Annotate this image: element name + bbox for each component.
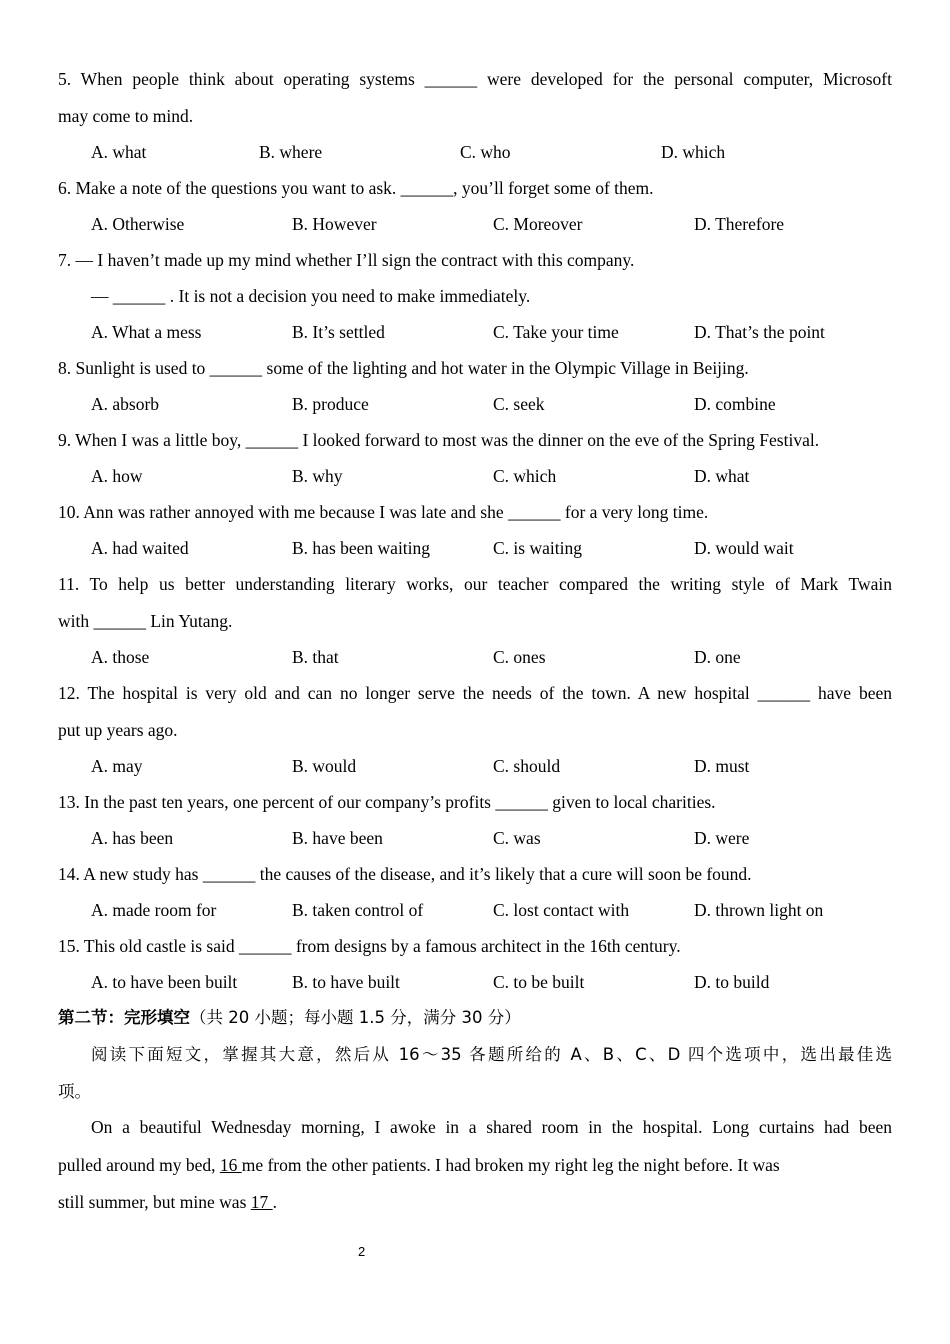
section-2-instruction-line-2: 项。 xyxy=(58,1082,91,1101)
section-2-heading xyxy=(58,1006,892,1030)
question-7-options xyxy=(0,320,950,344)
option-a[interactable]: A. those xyxy=(91,647,150,667)
option-b[interactable]: B. has been waiting xyxy=(292,538,431,558)
option-d[interactable]: D. which xyxy=(661,142,726,162)
option-a[interactable]: A. to have been built xyxy=(91,972,238,992)
question-11-line-1: 11. To help us better understanding literary works, our teacher compared the writing style of Mark Twain xyxy=(58,574,892,594)
option-a[interactable]: A. Otherwise xyxy=(91,214,185,234)
option-c[interactable]: C. who xyxy=(460,142,511,162)
question-11-line-2: with ______ Lin Yutang. xyxy=(58,611,233,631)
question-5-line-2: may come to mind. xyxy=(58,106,194,126)
question-9-options xyxy=(0,464,950,488)
question-12-line-1: 12. The hospital is very old and can no longer serve the needs of the town. A new hospital ______ have been xyxy=(58,683,892,703)
option-b[interactable]: B. have been xyxy=(292,828,383,848)
question-15-line-1: 15. This old castle is said ______ from designs by a famous architect in the 16th century. xyxy=(58,936,681,956)
option-d[interactable]: D. would wait xyxy=(694,538,794,558)
question-12-options xyxy=(0,754,950,778)
question-15-options xyxy=(0,970,950,994)
passage-line-3 xyxy=(58,1190,892,1214)
option-d[interactable]: D. must xyxy=(694,756,750,776)
section-2-title: 第二节：完形填空 xyxy=(58,1008,190,1027)
option-c[interactable]: C. ones xyxy=(493,647,546,667)
option-b[interactable]: B. to have built xyxy=(292,972,400,992)
passage-text: still summer, but mine was xyxy=(58,1192,247,1212)
question-14-options xyxy=(0,898,950,922)
option-d[interactable]: D. Therefore xyxy=(694,214,785,234)
option-c[interactable]: C. Moreover xyxy=(493,214,583,234)
option-d[interactable]: D. one xyxy=(694,647,741,667)
question-11-options xyxy=(0,645,950,669)
question-12-line-2: put up years ago. xyxy=(58,720,178,740)
option-a[interactable]: A. what xyxy=(91,142,147,162)
option-b[interactable]: B. that xyxy=(292,647,339,667)
question-13-line-1: 13. In the past ten years, one percent of our company’s profits ______ given to local charities. xyxy=(58,792,716,812)
blank-17[interactable]: 17 xyxy=(250,1192,273,1212)
option-a[interactable]: A. What a mess xyxy=(91,322,202,342)
passage-line-2 xyxy=(58,1153,892,1177)
option-a[interactable]: A. has been xyxy=(91,828,174,848)
question-5-options xyxy=(0,140,950,164)
option-a[interactable]: A. absorb xyxy=(91,394,160,414)
section-2-instruction-line-1: 阅读下面短文，掌握其大意，然后从 16～35 各题所给的 A、B、C、D 四个选项中，选出最佳选 xyxy=(91,1045,892,1064)
blank-16[interactable]: 16 xyxy=(219,1155,242,1175)
option-c[interactable]: C. to be built xyxy=(493,972,585,992)
option-d[interactable]: D. were xyxy=(694,828,750,848)
option-c[interactable]: C. is waiting xyxy=(493,538,582,558)
option-b[interactable]: B. would xyxy=(292,756,357,776)
passage-text: pulled around my bed, xyxy=(58,1155,216,1175)
option-c[interactable]: C. should xyxy=(493,756,561,776)
passage-text: me from the other patients. I had broken my right leg the night before. It was xyxy=(241,1155,780,1175)
option-a[interactable]: A. had waited xyxy=(91,538,189,558)
option-b[interactable]: B. taken control of xyxy=(292,900,424,920)
passage-text: . xyxy=(272,1192,278,1212)
question-7-line-1: 7. — I haven’t made up my mind whether I’ll sign the contract with this company. xyxy=(58,250,635,270)
option-d[interactable]: D. That’s the point xyxy=(694,322,825,342)
page-number: 2 xyxy=(358,1244,366,1259)
question-9-line-1: 9. When I was a little boy, ______ I looked forward to most was the dinner on the eve of the Spring Festival. xyxy=(58,430,820,450)
question-5-line-1: 5. When people think about operating systems ______ were developed for the personal computer, Microsoft xyxy=(58,69,892,89)
question-10-line-1: 10. Ann was rather annoyed with me because I was late and she ______ for a very long time. xyxy=(58,502,709,522)
question-8-line-1: 8. Sunlight is used to ______ some of the lighting and hot water in the Olympic Village in Beijing. xyxy=(58,358,749,378)
question-10-options xyxy=(0,536,950,560)
question-14-line-1: 14. A new study has ______ the causes of the disease, and it’s likely that a cure will soon be found. xyxy=(58,864,752,884)
question-13-options xyxy=(0,826,950,850)
option-b[interactable]: B. produce xyxy=(292,394,369,414)
option-b[interactable]: B. However xyxy=(292,214,377,234)
question-6-line-1: 6. Make a note of the questions you want to ask. ______, you’ll forget some of them. xyxy=(58,178,654,198)
question-7-line-2: — ______ . It is not a decision you need to make immediately. xyxy=(91,286,531,306)
option-d[interactable]: D. to build xyxy=(694,972,770,992)
option-d[interactable]: D. what xyxy=(694,466,750,486)
option-a[interactable]: A. how xyxy=(91,466,143,486)
option-b[interactable]: B. where xyxy=(259,142,323,162)
passage-line-1: On a beautiful Wednesday morning, I awoke in a shared room in the hospital. Long curtains had been xyxy=(91,1117,892,1137)
section-2-scoring: （共 20 小题；每小题 1.5 分，满分 30 分） xyxy=(190,1008,521,1027)
option-c[interactable]: C. was xyxy=(493,828,541,848)
option-c[interactable]: C. lost contact with xyxy=(493,900,630,920)
option-d[interactable]: D. thrown light on xyxy=(694,900,824,920)
question-6-options xyxy=(0,212,950,236)
option-c[interactable]: C. Take your time xyxy=(493,322,619,342)
option-a[interactable]: A. made room for xyxy=(91,900,217,920)
option-a[interactable]: A. may xyxy=(91,756,143,776)
option-d[interactable]: D. combine xyxy=(694,394,776,414)
option-b[interactable]: B. why xyxy=(292,466,343,486)
question-8-options xyxy=(0,392,950,416)
option-b[interactable]: B. It’s settled xyxy=(292,322,385,342)
option-c[interactable]: C. which xyxy=(493,466,557,486)
option-c[interactable]: C. seek xyxy=(493,394,545,414)
